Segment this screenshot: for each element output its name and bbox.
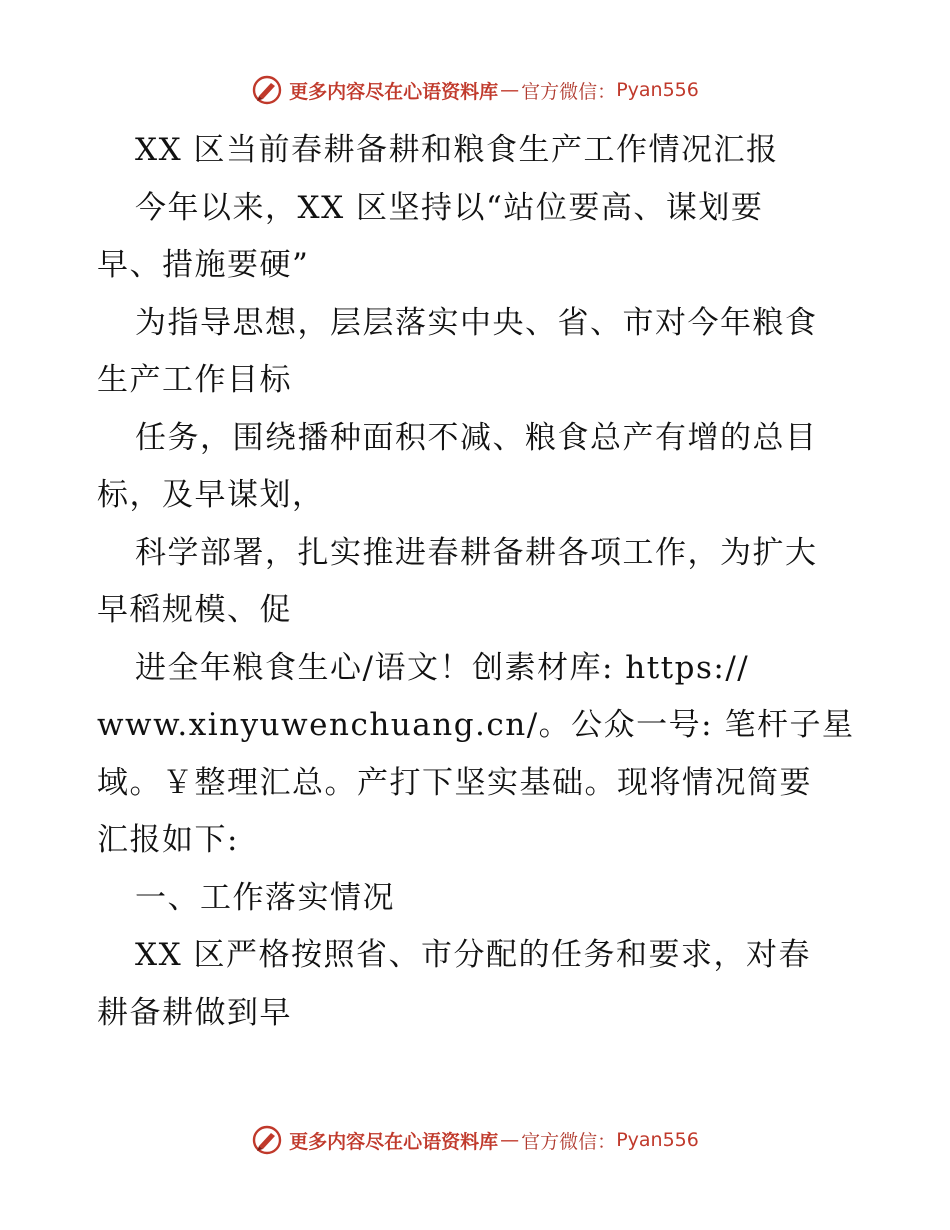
banner-dash: — — [500, 79, 520, 101]
text-line: XX 区严格按照省、市分配的任务和要求，对春 — [135, 937, 811, 973]
pen-logo-icon — [251, 1124, 283, 1156]
text-line: 为指导思想，层层落实中央、省、市对今年粮食 — [135, 304, 818, 341]
text-line: 今年以来，XX 区坚持以“站位要高、谋划要 — [135, 189, 764, 226]
text-line: 科学部署，扎实推进春耕备耕各项工作，为扩大 — [135, 534, 818, 571]
text-line: 域。￥整理汇总。产打下坚实基础。现将情况简要 — [97, 764, 812, 801]
banner-dash: — — [500, 1129, 520, 1151]
banner-sub-text: 官方微信： — [521, 1130, 617, 1153]
footer-watermark-banner — [0, 1120, 950, 1160]
banner-main-text: 更多内容尽在心语资料库 — [289, 80, 499, 103]
text-line: 早、措施要硬” — [97, 247, 310, 283]
document-body — [97, 122, 857, 1042]
section-heading: 一、工作落实情况 — [135, 879, 395, 916]
text-line: 早稻规模、促 — [97, 592, 292, 628]
header-watermark-banner — [0, 70, 950, 110]
text-line: 标，及早谋划， — [97, 477, 325, 513]
text-line: 进全年粮食生心/语文！创素材库: https:// — [135, 649, 750, 686]
banner-sub-text: 官方微信： — [521, 80, 617, 103]
banner-account: Pyan556 — [616, 79, 699, 101]
text-line: 耕备耕做到早 — [97, 994, 292, 1031]
text-line: 生产工作目标 — [97, 362, 292, 398]
banner-main-text: 更多内容尽在心语资料库 — [289, 1130, 499, 1153]
text-line: 汇报如下: — [97, 822, 239, 858]
document-title: XX 区当前春耕备耕和粮食生产工作情况汇报 — [135, 132, 779, 168]
pen-logo-icon — [251, 74, 283, 106]
text-line: 任务，围绕播种面积不减、粮食总产有增的总目 — [135, 419, 818, 456]
banner-account: Pyan556 — [616, 1129, 699, 1151]
text-line: www.xinyuwenchuang.cn/。公众一号: 笔杆子星 — [97, 707, 855, 743]
